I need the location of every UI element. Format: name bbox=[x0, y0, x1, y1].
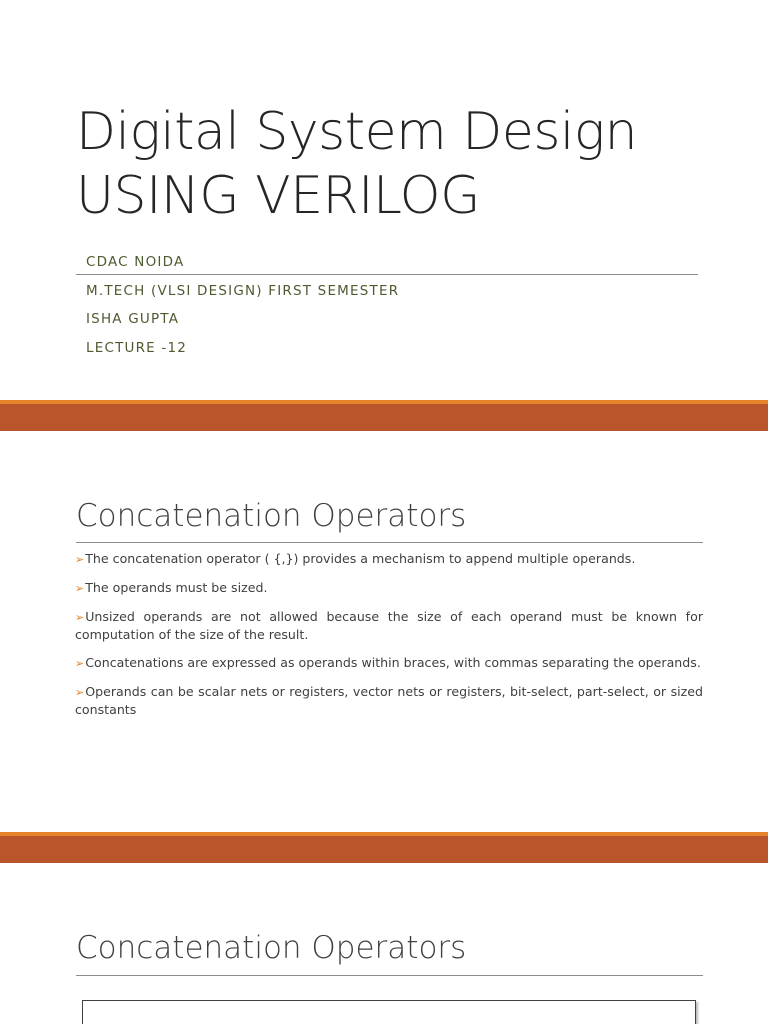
bullet-text: Concatenations are expressed as operands within braces, with commas separating the operands. bbox=[85, 655, 701, 670]
subtitle-lecture: LECTURE -12 bbox=[86, 339, 188, 356]
bullet-item bbox=[71, 683, 703, 718]
arrow-bullet-icon: ➢ bbox=[75, 611, 85, 624]
bullet-text: Unsized operands are not allowed because the size of each operand must be known for computation of the size of the result. bbox=[75, 609, 703, 642]
slide-separator bbox=[0, 832, 768, 863]
separator-band bbox=[0, 836, 768, 863]
bullet-item bbox=[71, 550, 703, 568]
bullet-item bbox=[71, 579, 703, 597]
presentation-title bbox=[76, 100, 637, 228]
bullet-text: The operands must be sized. bbox=[85, 580, 268, 595]
slide-heading: Concatenation Operators bbox=[76, 930, 467, 966]
heading-divider bbox=[76, 542, 703, 543]
bullet-text: Operands can be scalar nets or registers, vector nets or registers, bit-select, part-select, or sized constants bbox=[75, 684, 703, 717]
subtitle-author: ISHA GUPTA bbox=[86, 311, 180, 327]
subtitle-list bbox=[86, 250, 698, 364]
separator-band bbox=[0, 404, 768, 431]
bullet-text: The concatenation operator ( {,}) provides a mechanism to append multiple operands. bbox=[85, 551, 636, 566]
bullet-item bbox=[71, 608, 703, 643]
arrow-bullet-icon: ➢ bbox=[75, 686, 85, 699]
title-line-1: Digital System Design bbox=[76, 102, 638, 162]
bullet-list bbox=[71, 550, 703, 729]
title-slide bbox=[0, 0, 768, 400]
slide-separator bbox=[0, 400, 768, 431]
subtitle-institute: CDAC NOIDA bbox=[86, 254, 185, 270]
arrow-bullet-icon: ➢ bbox=[75, 553, 85, 566]
slide-heading: Concatenation Operators bbox=[76, 498, 467, 534]
arrow-bullet-icon: ➢ bbox=[75, 582, 85, 595]
heading-divider bbox=[76, 975, 703, 976]
title-line-2: USING VERILOG bbox=[76, 166, 480, 226]
bullet-item bbox=[71, 654, 703, 672]
subtitle-program: M.TECH (VLSI DESIGN) FIRST SEMESTER bbox=[86, 282, 400, 299]
arrow-bullet-icon: ➢ bbox=[75, 657, 85, 670]
code-example-box bbox=[82, 1000, 696, 1024]
